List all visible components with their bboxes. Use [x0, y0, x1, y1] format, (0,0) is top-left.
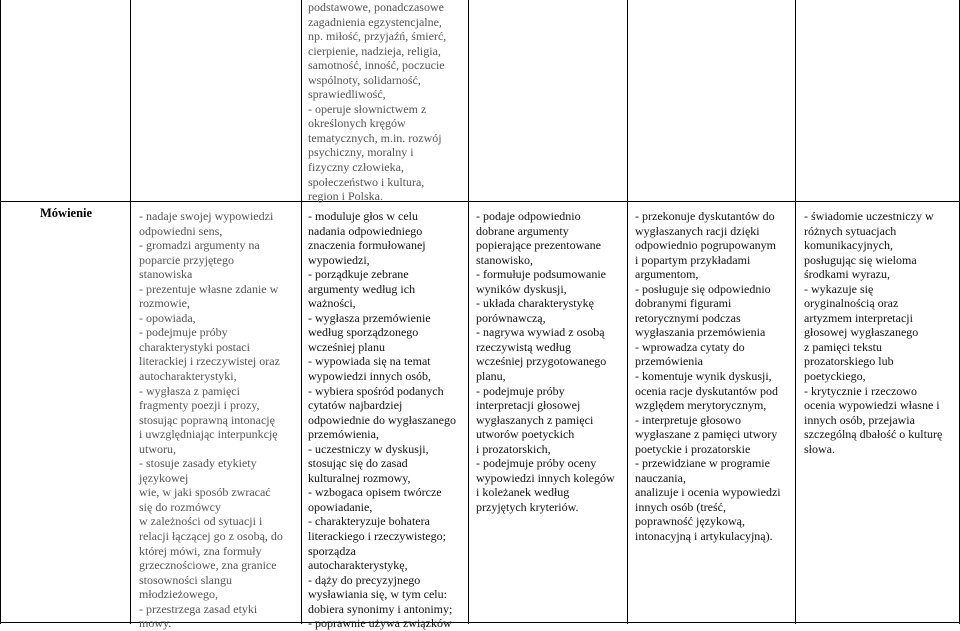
grid-line-col5 [795, 0, 796, 624]
row-header [40, 206, 92, 221]
grid-line-col2 [301, 0, 302, 624]
row-header-label: Mówienie [40, 206, 93, 220]
grid-line-col4 [627, 0, 628, 624]
column-grade-3 [476, 209, 626, 514]
column-grade-2-text: - moduluje głos w celu nadania odpowiedniego znaczenia formułowanej wypowiedzi, - porządkuje zebrane argumenty według ich ważności, - wygłasza przemówienie według sporządzonego wcześniej planu - wypowiada się na temat wypowiedzi innych osób, - wybiera spośród podanych cytatów najbardziej odpowiednie do wygłaszanego przemówienia, - uczestniczy w dyskusji, stosując się do zasad kulturalnej rozmowy, - wzbogaca opisem twórcze opowiadanie, - charakteryzuje bohatera literackiego i rzeczywistego; sporządza autocharakterystykę, - dąży do precyzyjnego wysławiania się, w tym celu: dobiera synonimy i antonimy; - poprawnie używa związków [308, 209, 456, 631]
grid-line-left [0, 0, 1, 624]
column-grade-2 [308, 209, 466, 631]
column-grade-4-text: - przekonuje dyskutantów do wygłaszanych racji dzięki odpowiednio pogrupowanym i popartym przykładami argumentom, - posługuje się odpowiednio dobranymi figurami retorycznymi podczas wygłaszania przemówienia - wprowadza cytaty do przemówienia - komentuje wynik dyskusji, ocenia racje dyskutantów pod względem merytorycznym, - interpretuje głosowo wygłaszane z pamięci utwory poetyckie i prozatorskie - przewidziane w programie nauczania, analizuje i ocenia wypowiedzi innych osób (treść, poprawność językową, intonacyjną i artykulacyjną). [635, 209, 781, 544]
top-cell [308, 0, 466, 204]
grid-line-row-top [0, 201, 960, 202]
column-grade-5 [804, 209, 958, 456]
grid-line-col3 [468, 0, 469, 624]
column-grade-1 [139, 209, 299, 631]
top-cell-text: podstawowe, ponadczasowe zagadnienia egzystencjalne, np. miłość, przyjaźń, śmierć, cierpienie, nadzieja, religia, samotność, inność, poczucie wspólnoty, solidarność, sprawiedliwość, - operuje słownictwem z określonych kręgów tematycznych, m.in. rozwój psychiczny, moralny i fizyczny człowieka, społeczeństwo i kultura, region i Polska. [308, 0, 447, 204]
grid-line-col1 [130, 0, 131, 624]
column-grade-5-text: - świadomie uczestniczy w różnych sytuacjach komunikacyjnych, posługując się wieloma środkami wyrazu, - wykazuje się oryginalnością oraz artyzmem interpretacji głosowej wygłaszanego z pamięci tekstu prozatorskiego lub poetyckiego, - krytycznie i rzeczowo ocenia wypowiedzi własne i innych osób, przejawia szczególną dbałość o kulturę słowa. [804, 209, 943, 456]
column-grade-1-text: - nadaje swojej wypowiedzi odpowiedni sens, - gromadzi argumenty na poparcie przyjętego stanowiska - prezentuje własne zdanie w rozmowie, - opowiada, - podejmuje próby charakterystyki postaci literackiej i rzeczywistej oraz autocharakterystyki, - wygłasza z pamięci fragmenty poezji i prozy, stosując poprawną intonację i uwzględniając interpunkcję utworu, - stosuje zasady etykiety językowej wie, w jaki sposób zwracać się do rozmówcy w zależności od sytuacji i relacji łączącej go z osobą, do której mówi, zna formuły grzecznościowe, zna granice stosowności slangu młodzieżowego, - przestrzega zasad etyki mowy. [139, 209, 283, 631]
column-grade-4 [635, 209, 793, 544]
column-grade-3-text: - podaje odpowiednio dobrane argumenty popierające prezentowane stanowisko, - formułuje podsumowanie wyników dyskusji, - układa charakterystykę porównawczą, - nagrywa wywiad z osobą rzeczywistą według wcześniej przygotowanego planu, - podejmuje próby interpretacji głosowej wygłaszanych z pamięci utworów poetyckich i prozatorskich, - podejmuje próby oceny wypowiedzi innych kolegów i koleżanek według przyjętych kryteriów. [476, 209, 615, 514]
